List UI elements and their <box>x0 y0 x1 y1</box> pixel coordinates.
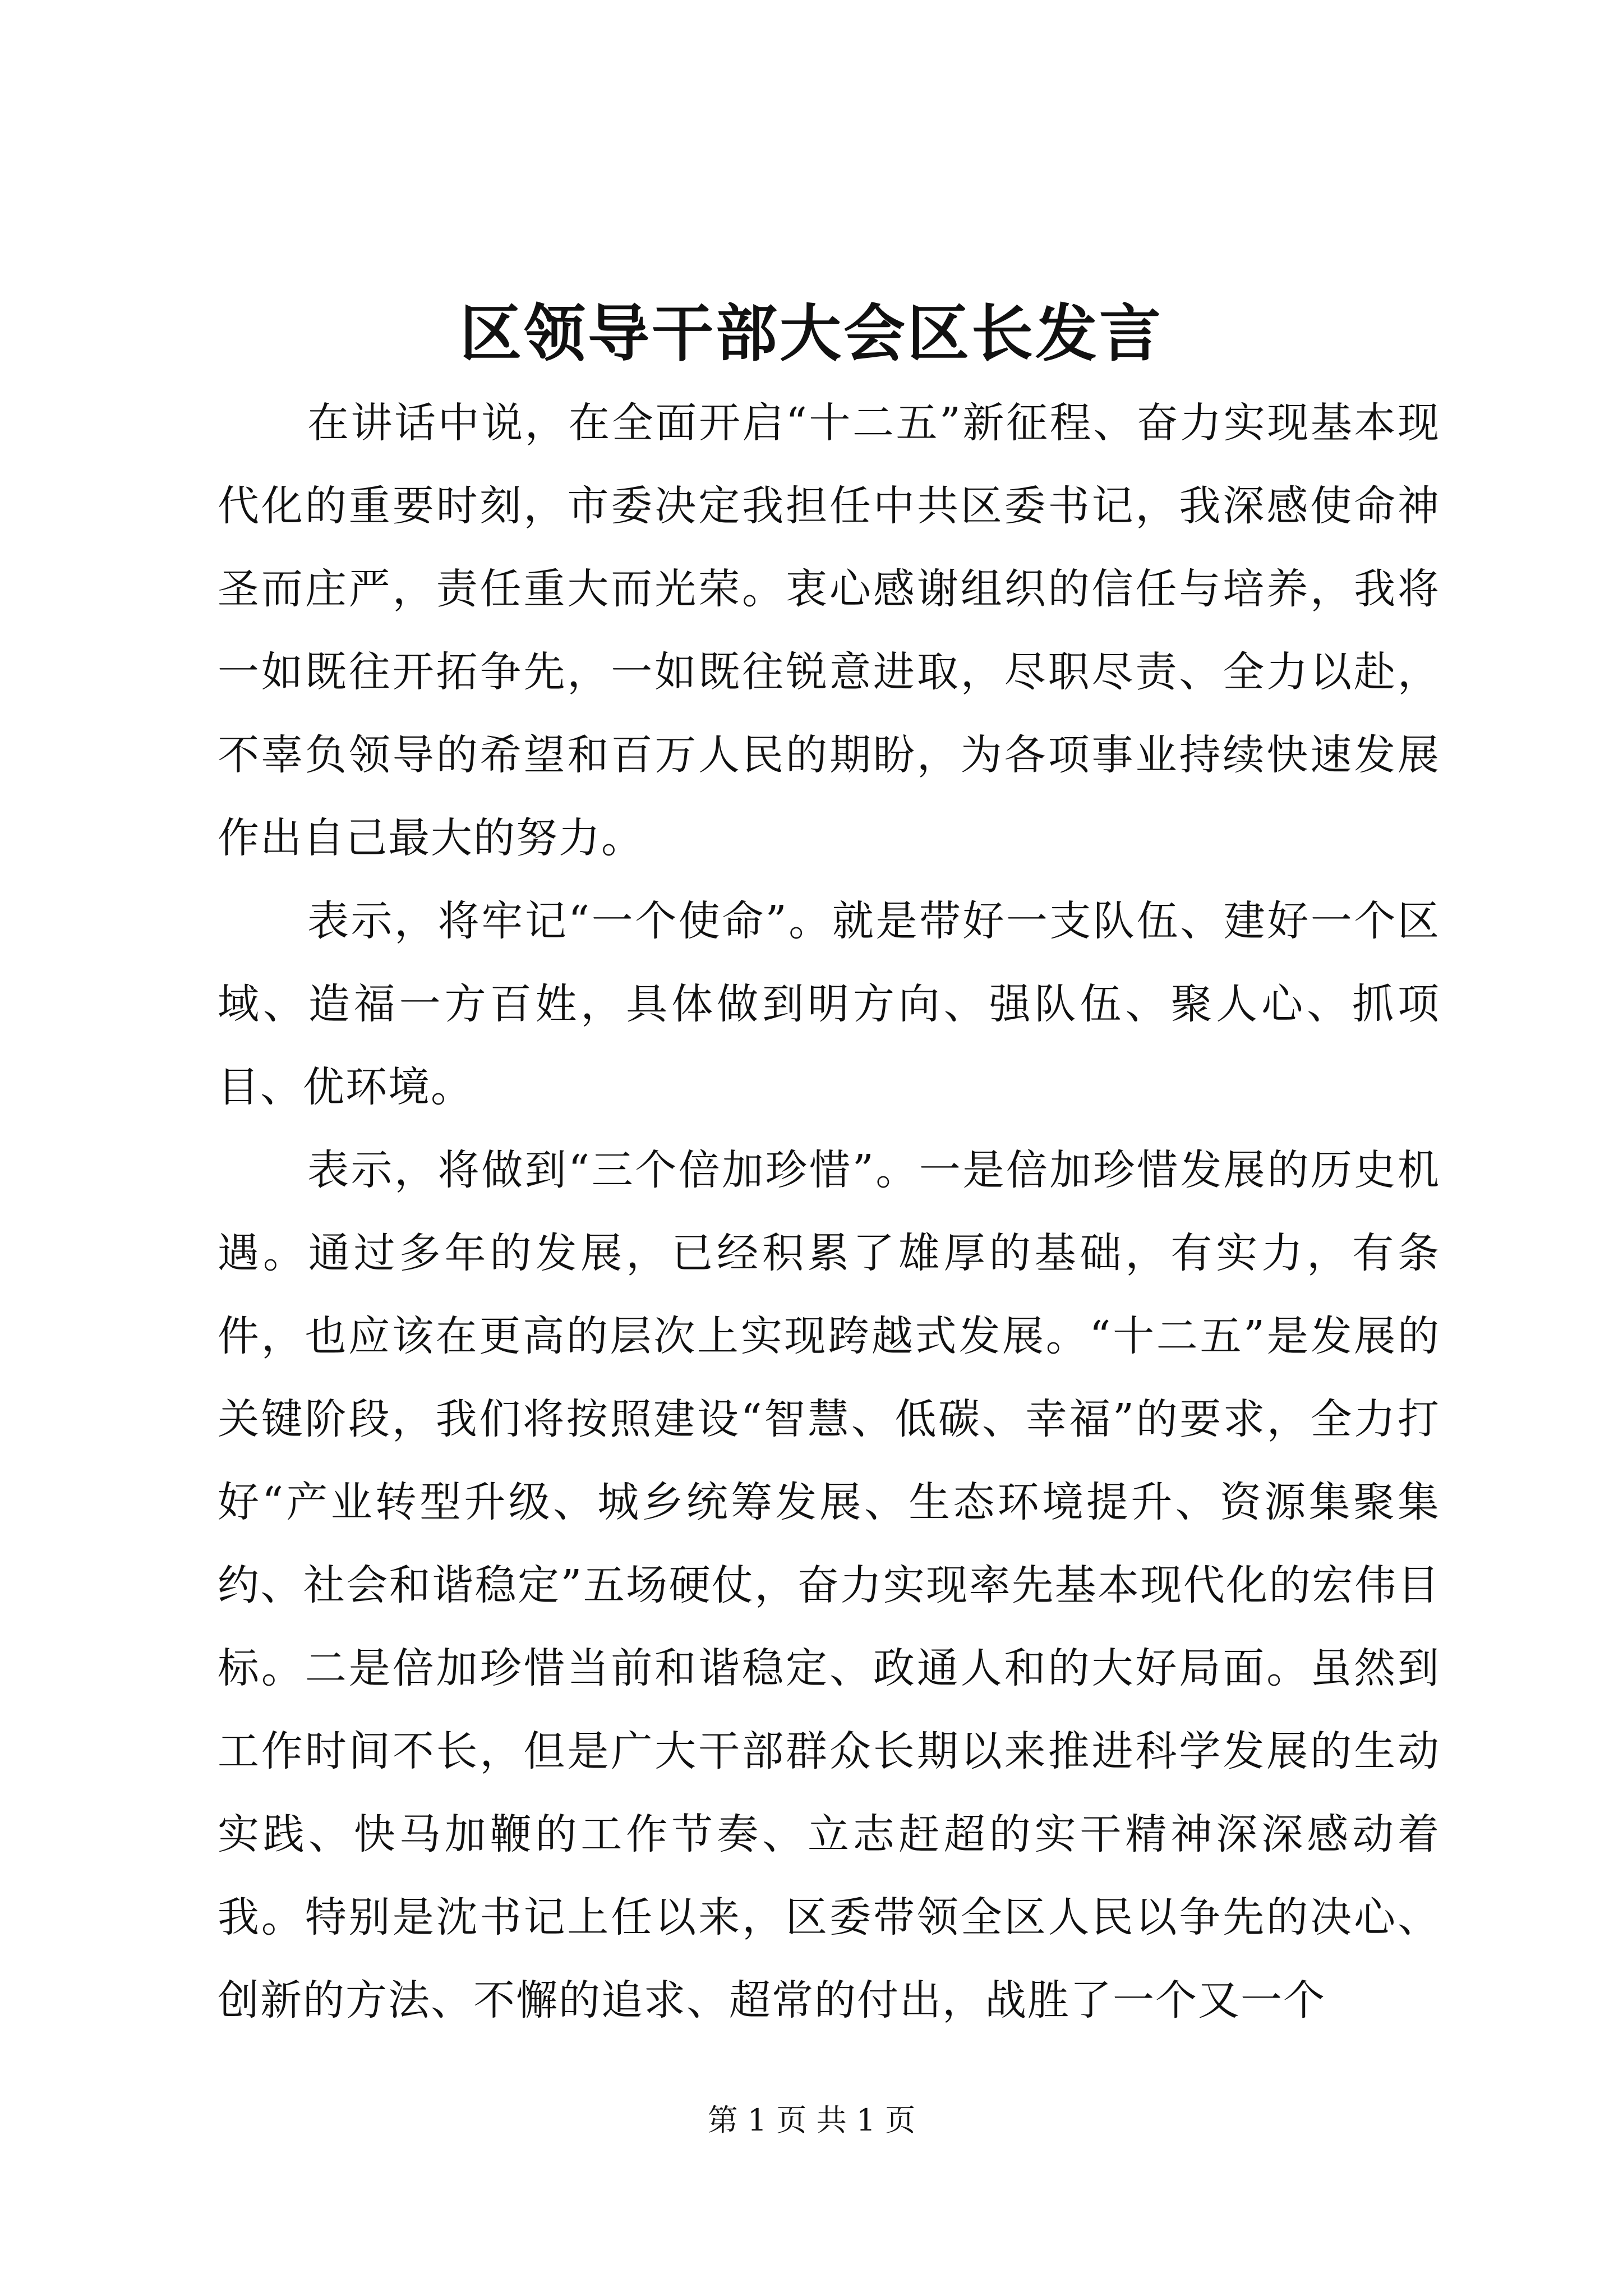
document-body <box>218 381 1440 2042</box>
page-title: 区领导干部大会区长发言 <box>460 297 1163 370</box>
paragraph-1: 在讲话中说，在全面开启“十二五”新征程、奋力实现基本现代化的重要时刻，市委决定我担任中共区委书记，我深感使命神圣而庄严，责任重大而光荣。衷心感谢组织的信任与培养，我将一如既往开拓争先，一如既往锐意进取，尽职尽责、全力以赴，不辜负领导的希望和百万人民的期盼，为各项事业持续快速发展作出自己最大的努力。 <box>218 399 1440 862</box>
paragraph-3: 表示，将做到“三个倍加珍惜”。一是倍加珍惜发展的历史机遇。通过多年的发展，已经积累了雄厚的基础，有实力，有条件，也应该在更高的层次上实现跨越式发展。“十二五”是发展的关键阶段，我们将按照建设“智慧、低碳、幸福”的要求，全力打好“产业转型升级、城乡统筹发展、生态环境提升、资源集聚集约、社会和谐稳定”五场硬仗，奋力实现率先基本现代化的宏伟目标。二是倍加珍惜当前和谐稳定、政通人和的大好局面。虽然到工作时间不长，但是广大干部群众长期以来推进科学发展的生动实践、快马加鞭的工作节奏、立志赶超的实干精神深深感动着我。特别是沈书记上任以来，区委带领全区人民以争先的决心、创新的方法、不懈的追求、超常的付出，战胜了一个又一个 <box>218 1146 1440 2024</box>
paragraph-2: 表示，将牢记“一个使命”。就是带好一支队伍、建好一个区域、造福一方百姓，具体做到明方向、强队伍、聚人心、抓项目、优环境。 <box>218 897 1440 1111</box>
page-footer: 第 1 页 共 1 页 <box>707 2102 916 2138</box>
